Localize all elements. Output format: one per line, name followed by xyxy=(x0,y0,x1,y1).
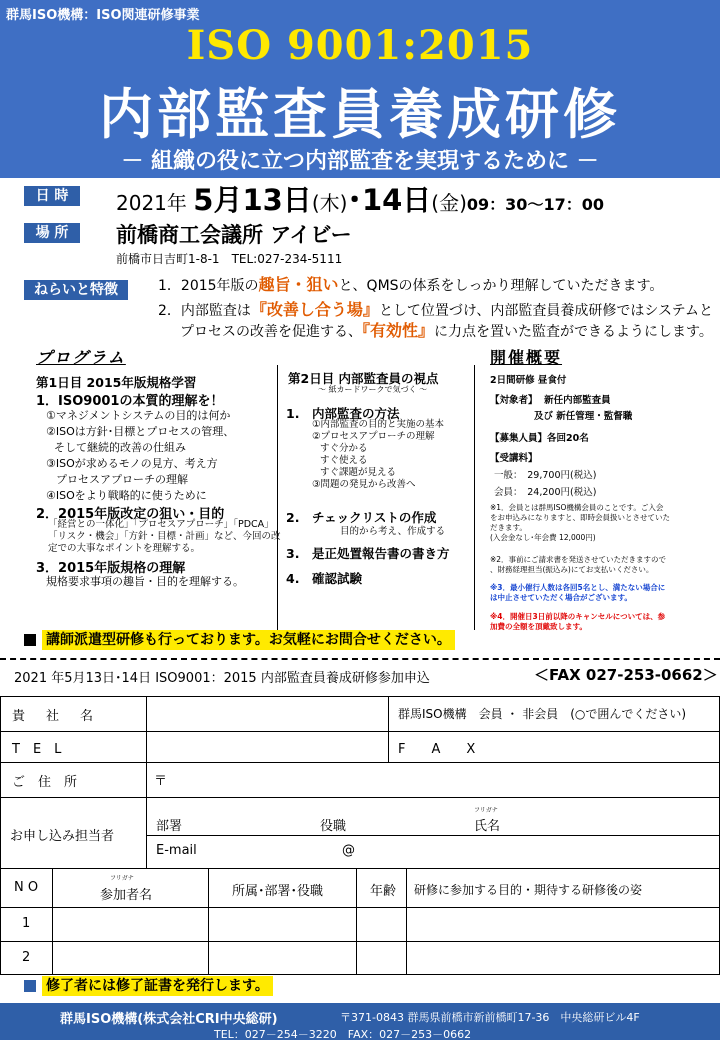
name-field[interactable]: 氏名 xyxy=(474,819,501,834)
aim-line-1 xyxy=(158,272,663,295)
target-label: 【対象者】 xyxy=(490,395,538,406)
list-item: ③問題の発見から改善へ xyxy=(312,479,416,490)
list-item: ②プロセスアプローチの理解 xyxy=(312,431,435,442)
aim1-em: 趣旨・狙い xyxy=(258,275,339,294)
bullet-square-icon xyxy=(24,980,36,992)
outline-fee-label: 【受講料】 xyxy=(490,453,538,464)
month: 5月 xyxy=(193,183,243,217)
col-line xyxy=(388,696,389,762)
divider-2 xyxy=(474,365,475,630)
day2-s4-title: 4. 確認試験 xyxy=(286,571,362,586)
day2-s3-title: 3. 是正処置報告書の書き方 xyxy=(286,546,450,561)
list-item: ②ISOは方針･目標とプロセスの管理、 xyxy=(46,425,235,438)
note-line: ※3．最小催行人数は各回5名とし、満たない場合に xyxy=(490,583,666,592)
aim2-a: 2．内部監査は xyxy=(158,303,251,319)
outline-days: 2日間研修 昼食付 xyxy=(490,375,567,386)
venue-address: 前橋市日吉町1-8-1 TEL:027-234-5111 xyxy=(116,252,343,266)
list-item: すぐ分かる xyxy=(320,443,368,454)
applicant-label: お申し込み担当者 xyxy=(10,829,115,844)
outline-note3 xyxy=(490,583,665,603)
row-line xyxy=(0,731,720,732)
cut-line xyxy=(0,658,720,660)
note-line: をお申込みになりますと、即時会員扱いとさせていた xyxy=(490,513,670,522)
participant-row-2[interactable] xyxy=(56,944,716,972)
day1-s2-list xyxy=(48,519,281,555)
time: 09：30～17：00 xyxy=(466,195,604,214)
note-line: ※2．事前にご請求書を発送させていただきますので xyxy=(490,555,667,564)
company-label: 貴 社 名 xyxy=(12,709,98,724)
aim1-b: と、QMSの体系をしっかり理解していただきます。 xyxy=(338,278,664,294)
program-title: プログラム xyxy=(36,348,126,367)
footer-org: 群馬ISO機構(株式会社CRI中央総研) xyxy=(60,1012,278,1027)
purpose-header: 研修に参加する目的・期待する研修後の姿 xyxy=(414,883,643,897)
participant-row-1[interactable] xyxy=(56,910,716,938)
day1-s1-list xyxy=(46,408,234,504)
aim3-em: 『有効性』 xyxy=(362,321,435,340)
day2-s2-sub: 目的から考え、作成する xyxy=(340,526,446,537)
bullet-square-icon xyxy=(24,634,36,646)
row-line xyxy=(146,835,720,836)
tel-label: T E L xyxy=(12,742,62,757)
main-title: 内部監査員養成研修 xyxy=(99,82,621,146)
note-line: 、財務経理担当(振込み)にてお支払いください。 xyxy=(490,565,654,574)
day1-s1-title: 1．ISO9001の本質的理解を！ xyxy=(36,394,224,409)
application-title: 2021 年5月13日･14日 ISO9001：2015 内部監査員養成研修参加申込 xyxy=(14,671,430,686)
note-line: (入会金なし･年会費 12,000円) xyxy=(490,533,596,542)
subtitle: － 組織の役に立つ内部監査を実現するために － xyxy=(121,149,599,174)
affiliation-header: 所属･部署･役職 xyxy=(232,884,324,899)
dept-field[interactable]: 部署 xyxy=(156,819,183,834)
year: 2021 xyxy=(116,191,167,215)
col-line xyxy=(146,696,147,868)
note-line: は中止させていただく場合がございます。 xyxy=(490,593,632,602)
list-item: 「経営との一体化」「プロセスアプローチ」「PDCA」 xyxy=(48,519,274,530)
year-suffix: 年 xyxy=(166,191,187,215)
list-item: ③ISOが求めるモノの見方、考え方 xyxy=(46,457,218,470)
outline-capacity: 【募集人員】各回20名 xyxy=(490,433,589,444)
dow2: (金) xyxy=(431,191,467,215)
sep: ･ xyxy=(347,183,362,217)
divider-1 xyxy=(277,365,278,630)
footer-address: 〒371-0843 群馬県前橋市新前橋町17-36 中央総研ビル4F xyxy=(340,1011,640,1024)
aim-line-2 xyxy=(158,297,713,320)
address-input[interactable]: 〒 xyxy=(154,774,168,789)
company-input[interactable] xyxy=(150,700,386,728)
outline-note2 xyxy=(490,555,666,575)
outline-note1 xyxy=(490,503,670,543)
list-item: プロセスアプローチの理解 xyxy=(56,473,188,486)
list-item: 「リスク・機会」「方針・目標・計画」など、今回の改 xyxy=(48,531,281,542)
list-item: ①マネジメントシステムの目的は何か xyxy=(46,409,231,422)
note-line: だきます。 xyxy=(490,523,527,532)
day2-s1-title: 1. 内部監査の方法 xyxy=(286,406,400,421)
aim1-a: 1．2015年版の xyxy=(158,278,259,294)
target-1: 新任内部監査員 xyxy=(544,395,611,406)
outline-title: 開催概要 xyxy=(490,348,563,367)
row-number: 2 xyxy=(22,950,31,965)
name-ruby: フリガナ xyxy=(474,807,498,814)
fax-input[interactable] xyxy=(530,735,716,759)
row-number: 1 xyxy=(22,916,31,931)
day2: 14日 xyxy=(361,183,432,217)
row-line xyxy=(0,941,720,942)
day2-sub: ～ 紙カードワークで気づく ～ xyxy=(318,385,428,394)
footer-contact: TEL：027－254－3220 FAX：027－253－0662 xyxy=(214,1028,472,1041)
position-field[interactable]: 役職 xyxy=(320,819,347,834)
aim3-b: に力点を置いた監査ができるようにします。 xyxy=(434,324,713,340)
outline-fee-general: 一般： 29,700円(税込) xyxy=(494,470,597,481)
address-label: ご 住 所 xyxy=(12,775,78,790)
day1: 13日 xyxy=(242,183,312,217)
list-item: そして継続的改善の仕組み xyxy=(54,441,186,454)
aims-label: ねらいと特徴 xyxy=(24,280,128,300)
outline-fee-member: 会員： 24,200円(税込) xyxy=(494,487,597,498)
certificate-notice: 修了者には修了証書を発行します。 xyxy=(42,976,273,996)
note-line: 加費の全額を頂戴致します。 xyxy=(490,622,587,631)
application-fax: ＜FAX 027-253-0662＞ xyxy=(534,666,718,684)
dispatch-notice: 講師派遣型研修も行っております。お気軽にお問合せください。 xyxy=(42,630,455,650)
participant-header: 参加者名 xyxy=(100,888,153,903)
col-line xyxy=(52,868,53,975)
no-header: N O xyxy=(14,880,39,895)
date-label: 日 時 xyxy=(24,186,80,206)
note-line: ※1．会員とは群馬ISO機構会員のことです。ご入会 xyxy=(490,503,664,512)
iso-title: ISO 9001:2015 xyxy=(186,22,534,69)
email-at: @ xyxy=(342,843,355,858)
tel-input[interactable] xyxy=(150,735,386,759)
age-header: 年齢 xyxy=(370,884,397,899)
list-item: ①内部監査の目的と実施の基本 xyxy=(312,419,445,430)
email-field[interactable]: E-mail xyxy=(156,843,197,858)
day1-s3-item: 規格要求事項の趣旨・目的を理解する。 xyxy=(46,575,244,588)
fax-label: F A X xyxy=(398,742,476,757)
outline-note4 xyxy=(490,612,665,632)
venue-label: 場 所 xyxy=(24,223,80,243)
membership-choice[interactable]: 群馬ISO機構 会員 ・ 非会員 (○で囲んでください) xyxy=(398,707,687,721)
row-line xyxy=(0,797,720,798)
row-line xyxy=(0,868,720,869)
aim2-em: 『改善し合う場』 xyxy=(250,300,379,319)
day1-title: 第1日目 2015年版規格学習 xyxy=(36,375,197,390)
day1-s2-title: 2．2015年版改定の狙い・目的 xyxy=(36,507,225,522)
list-item: すぐ使える xyxy=(320,455,368,466)
day2-title: 第2日目 内部監査員の視点 xyxy=(288,371,439,386)
participant-ruby: フリガナ xyxy=(110,875,134,882)
list-item: ④ISOをより戦略的に使うために xyxy=(46,489,207,502)
aim-line-3 xyxy=(180,318,713,341)
list-item: すぐ課題が見える xyxy=(320,467,397,478)
date-line xyxy=(116,178,604,219)
day2-s2-title: 2. チェックリストの作成 xyxy=(286,510,437,525)
org-line: 群馬ISO機構：ISO関連研修事業 xyxy=(6,8,200,23)
outline-target xyxy=(490,392,611,406)
day2-s1-list xyxy=(312,419,444,491)
row-line xyxy=(0,762,720,763)
row-line xyxy=(0,907,720,908)
note-line: ※4．開催日3日前以降のキャンセルについては、参 xyxy=(490,612,666,621)
aim3-a: プロセスの改善を促進する、 xyxy=(180,324,362,340)
aim2-b: として位置づけ、内部監査員養成研修ではシステムと xyxy=(378,303,713,319)
venue-name: 前橋商工会議所 アイビー xyxy=(116,223,352,247)
list-item: 定での大事なポイントを理解する。 xyxy=(48,543,201,554)
outline-target2: 及び 新任管理・監督職 xyxy=(534,411,633,422)
dow1: (木) xyxy=(311,191,348,215)
day1-s3-title: 3．2015年版規格の理解 xyxy=(36,561,186,576)
